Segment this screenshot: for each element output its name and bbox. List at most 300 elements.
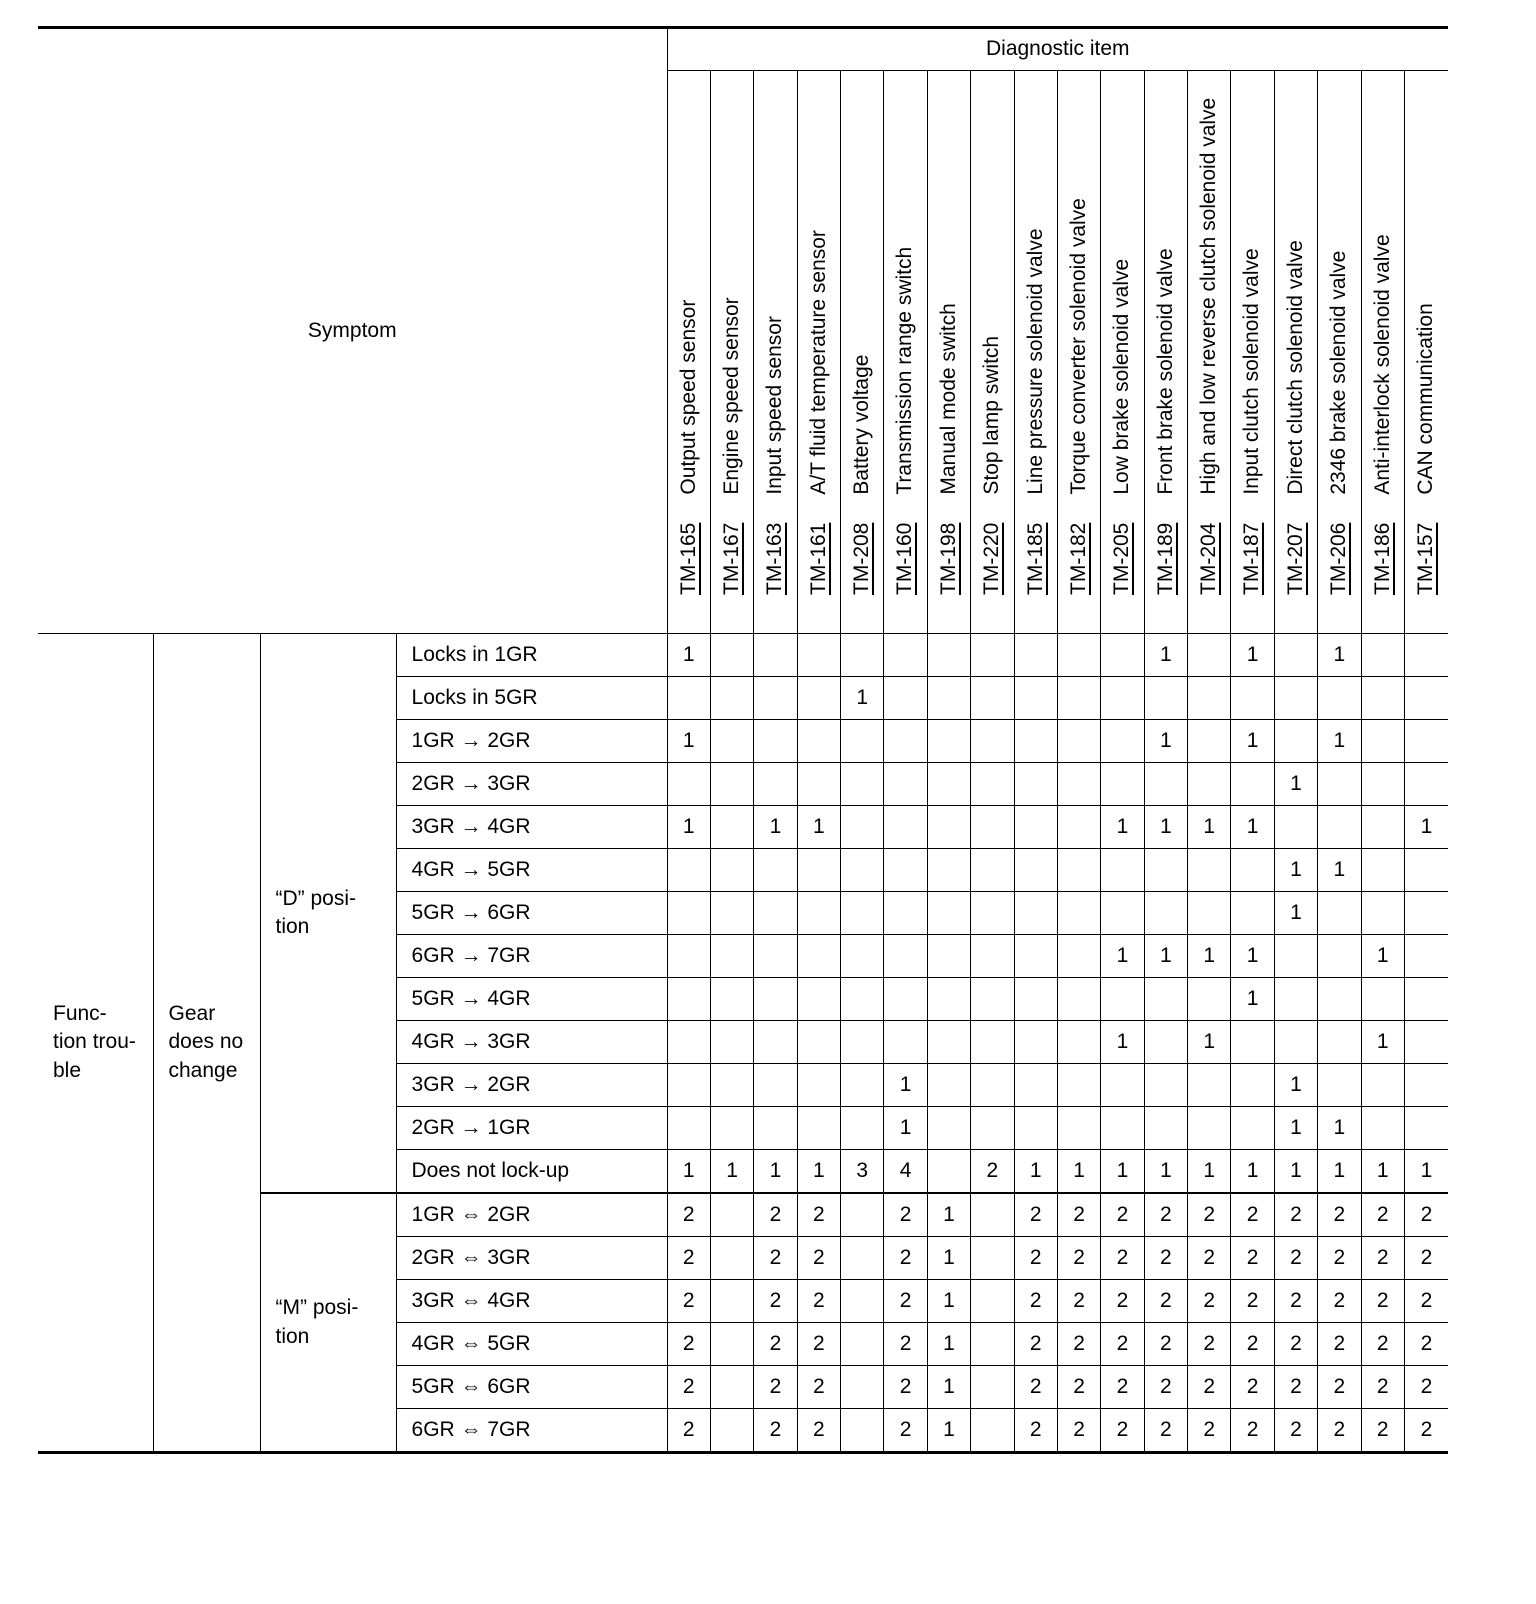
diag-cell: 1 <box>1101 806 1144 849</box>
column-header <box>667 71 710 634</box>
diag-cell <box>971 763 1014 806</box>
diag-cell: 2 <box>1188 1193 1231 1237</box>
diag-cell <box>927 1150 970 1194</box>
diag-cell: 2 <box>1231 1409 1274 1453</box>
diag-cell <box>1144 892 1187 935</box>
diag-cell: 2 <box>667 1237 710 1280</box>
diag-cell: 2 <box>884 1237 927 1280</box>
diag-cell <box>1101 634 1144 677</box>
diag-cell <box>971 1280 1014 1323</box>
diag-cell <box>1361 892 1404 935</box>
diag-cell <box>927 763 970 806</box>
column-header <box>754 71 797 634</box>
diag-cell <box>884 677 927 720</box>
diag-cell: 1 <box>1274 763 1317 806</box>
diag-cell: 2 <box>1404 1409 1448 1453</box>
diag-cell <box>797 935 840 978</box>
diag-cell: 2 <box>1404 1280 1448 1323</box>
diag-cell: 2 <box>1014 1280 1057 1323</box>
diag-cell <box>1057 634 1100 677</box>
diag-cell: 1 <box>1231 806 1274 849</box>
diag-cell <box>710 1366 753 1409</box>
diag-cell: 2 <box>667 1280 710 1323</box>
diag-cell <box>841 1323 884 1366</box>
diag-cell <box>1014 935 1057 978</box>
symptom-item: 1GR ⇔ 2GR <box>396 1193 667 1237</box>
diag-cell <box>1057 978 1100 1021</box>
diag-cell <box>710 1107 753 1150</box>
diag-cell: 2 <box>884 1409 927 1453</box>
column-ref-link[interactable]: TM-167 <box>719 522 743 595</box>
diag-cell: 1 <box>1404 806 1448 849</box>
diag-cell: 1 <box>1101 935 1144 978</box>
diag-cell: 1 <box>1101 1150 1144 1194</box>
diag-cell: 2 <box>1404 1237 1448 1280</box>
diag-cell <box>710 1193 753 1237</box>
diag-cell <box>1014 1107 1057 1150</box>
diag-cell: 2 <box>1231 1237 1274 1280</box>
diag-cell <box>1014 806 1057 849</box>
diag-cell: 2 <box>1101 1193 1144 1237</box>
diag-cell <box>1404 978 1448 1021</box>
table-row <box>38 634 1448 677</box>
diag-cell: 2 <box>1188 1323 1231 1366</box>
diag-cell: 2 <box>884 1366 927 1409</box>
diag-cell: 2 <box>1188 1366 1231 1409</box>
diag-cell <box>1101 677 1144 720</box>
diag-cell <box>1274 634 1317 677</box>
column-header <box>971 71 1014 634</box>
diag-cell <box>1057 1021 1100 1064</box>
diag-cell: 2 <box>1318 1237 1361 1280</box>
diagnostic-table <box>38 26 1448 1454</box>
diag-cell <box>841 1237 884 1280</box>
diag-cell: 1 <box>754 1150 797 1194</box>
diag-cell: 2 <box>884 1280 927 1323</box>
diag-cell <box>1318 677 1361 720</box>
diag-cell: 4 <box>884 1150 927 1194</box>
diag-cell: 2 <box>754 1237 797 1280</box>
column-label: Transmission range switch <box>893 246 917 495</box>
diag-cell: 2 <box>1057 1237 1100 1280</box>
diag-cell: 1 <box>667 1150 710 1194</box>
diag-cell <box>1318 1064 1361 1107</box>
diag-cell <box>710 720 753 763</box>
diag-cell <box>1188 677 1231 720</box>
diag-cell: 1 <box>1144 1150 1187 1194</box>
diag-cell <box>1014 978 1057 1021</box>
diag-cell <box>1404 1021 1448 1064</box>
diag-cell: 2 <box>1101 1366 1144 1409</box>
diag-cell: 2 <box>797 1409 840 1453</box>
diag-cell <box>1144 1021 1187 1064</box>
diag-cell <box>884 935 927 978</box>
diag-cell: 1 <box>1318 634 1361 677</box>
column-ref-link[interactable]: TM-187 <box>1240 522 1264 595</box>
diag-cell <box>1014 634 1057 677</box>
diag-cell: 2 <box>797 1280 840 1323</box>
diag-cell: 1 <box>710 1150 753 1194</box>
column-label: Engine speed sensor <box>719 297 743 495</box>
symptom-item: Does not lock-up <box>396 1150 667 1194</box>
symptom-category: Func- tion trou- ble <box>53 1001 136 1082</box>
diag-cell <box>1057 720 1100 763</box>
column-label: High and low reverse clutch solenoid valve <box>1197 97 1221 495</box>
diag-cell: 2 <box>1144 1237 1187 1280</box>
diag-cell: 2 <box>1274 1280 1317 1323</box>
column-ref-link[interactable]: TM-185 <box>1023 522 1047 595</box>
diag-cell: 2 <box>1101 1280 1144 1323</box>
diag-cell <box>797 720 840 763</box>
diag-cell: 2 <box>1101 1237 1144 1280</box>
diag-cell: 2 <box>1101 1409 1144 1453</box>
diag-cell <box>1318 978 1361 1021</box>
column-ref-link[interactable]: TM-198 <box>936 522 960 595</box>
diag-cell <box>754 849 797 892</box>
diag-cell <box>1231 763 1274 806</box>
diag-cell: 2 <box>667 1409 710 1453</box>
column-ref-link[interactable]: TM-208 <box>850 522 874 595</box>
diag-cell <box>1188 720 1231 763</box>
column-label: Input clutch solenoid valve <box>1240 248 1264 495</box>
diag-cell <box>710 677 753 720</box>
diag-cell <box>1188 763 1231 806</box>
diag-cell <box>971 978 1014 1021</box>
diag-cell <box>927 849 970 892</box>
column-ref-link[interactable]: TM-182 <box>1066 522 1090 595</box>
diag-cell: 1 <box>1318 849 1361 892</box>
diag-cell: 2 <box>754 1280 797 1323</box>
diag-cell <box>1361 677 1404 720</box>
symptom-item: 4GR → 3GR <box>396 1021 667 1064</box>
diag-cell <box>1057 677 1100 720</box>
diag-cell <box>1361 978 1404 1021</box>
diag-cell <box>884 892 927 935</box>
column-label: Anti-interlock solenoid valve <box>1370 234 1394 495</box>
diag-cell <box>797 978 840 1021</box>
symptom-item: 1GR → 2GR <box>396 720 667 763</box>
diag-cell <box>797 763 840 806</box>
diag-cell <box>884 763 927 806</box>
diag-cell: 2 <box>1231 1280 1274 1323</box>
diag-cell <box>710 1237 753 1280</box>
diag-cell <box>1057 763 1100 806</box>
column-header <box>1144 71 1187 634</box>
diag-cell <box>1101 892 1144 935</box>
diag-cell <box>841 978 884 1021</box>
diag-cell <box>1144 1064 1187 1107</box>
diag-cell <box>1231 1064 1274 1107</box>
column-label: CAN communication <box>1413 303 1437 495</box>
diag-cell: 2 <box>1318 1323 1361 1366</box>
diag-cell: 2 <box>797 1366 840 1409</box>
diag-cell: 1 <box>1274 892 1317 935</box>
diag-cell: 2 <box>1404 1366 1448 1409</box>
diag-cell <box>1318 892 1361 935</box>
diag-cell <box>927 720 970 763</box>
diag-cell <box>841 806 884 849</box>
diag-cell <box>1188 849 1231 892</box>
diag-cell: 2 <box>1188 1280 1231 1323</box>
diag-cell <box>1404 1107 1448 1150</box>
diag-cell <box>971 634 1014 677</box>
diag-cell <box>710 1021 753 1064</box>
diag-cell <box>1014 1064 1057 1107</box>
diag-cell: 1 <box>1231 935 1274 978</box>
diag-cell: 2 <box>667 1323 710 1366</box>
diag-cell: 1 <box>1274 1064 1317 1107</box>
column-ref-link[interactable]: TM-160 <box>893 522 917 595</box>
diag-cell <box>1404 763 1448 806</box>
diag-cell <box>927 677 970 720</box>
diag-cell: 1 <box>667 806 710 849</box>
diag-cell: 1 <box>1231 634 1274 677</box>
column-header <box>1318 71 1361 634</box>
symptom-item: Locks in 5GR <box>396 677 667 720</box>
diag-cell <box>841 1021 884 1064</box>
diag-cell <box>841 935 884 978</box>
diag-cell: 2 <box>1188 1237 1231 1280</box>
diag-cell <box>710 935 753 978</box>
diag-cell: 2 <box>1361 1237 1404 1280</box>
column-ref-link[interactable]: TM-186 <box>1370 522 1394 595</box>
diag-cell <box>1274 720 1317 763</box>
diag-cell: 2 <box>884 1193 927 1237</box>
diag-cell <box>667 1021 710 1064</box>
diag-cell: 2 <box>667 1193 710 1237</box>
diag-cell <box>754 1064 797 1107</box>
diag-cell <box>710 892 753 935</box>
diag-cell: 2 <box>1057 1366 1100 1409</box>
diag-cell: 2 <box>971 1150 1014 1194</box>
column-ref-link[interactable]: TM-204 <box>1197 522 1221 595</box>
diag-cell <box>1231 677 1274 720</box>
column-ref-link[interactable]: TM-205 <box>1110 522 1134 595</box>
diag-cell <box>1404 677 1448 720</box>
diag-cell: 2 <box>1188 1409 1231 1453</box>
column-ref-link[interactable]: TM-206 <box>1327 522 1351 595</box>
column-ref-link[interactable]: TM-161 <box>806 522 830 595</box>
diag-cell: 2 <box>1231 1193 1274 1237</box>
diag-cell <box>841 892 884 935</box>
diag-cell: 2 <box>1014 1193 1057 1237</box>
diag-cell <box>1188 1107 1231 1150</box>
diag-cell: 2 <box>1274 1409 1317 1453</box>
diag-cell <box>841 1107 884 1150</box>
diag-cell: 2 <box>1404 1193 1448 1237</box>
diag-cell <box>927 806 970 849</box>
diag-cell <box>1318 935 1361 978</box>
diag-cell <box>1404 634 1448 677</box>
diag-cell: 2 <box>1361 1193 1404 1237</box>
symptom-item: 3GR → 4GR <box>396 806 667 849</box>
d-position-label: “D” posi- tion <box>275 886 357 938</box>
diag-cell: 2 <box>1361 1323 1404 1366</box>
diag-cell <box>884 634 927 677</box>
symptom-subcategory: Gear does no change <box>168 1001 244 1082</box>
column-ref-link[interactable]: TM-157 <box>1413 522 1437 595</box>
diag-cell <box>884 720 927 763</box>
column-label: Low brake solenoid valve <box>1110 258 1134 495</box>
symptom-item: Locks in 1GR <box>396 634 667 677</box>
diag-cell: 1 <box>927 1323 970 1366</box>
diag-cell <box>1014 677 1057 720</box>
diag-cell <box>710 806 753 849</box>
column-label: Input speed sensor <box>763 316 787 495</box>
column-header <box>884 71 927 634</box>
symptom-item: 5GR → 4GR <box>396 978 667 1021</box>
symptom-item: 6GR → 7GR <box>396 935 667 978</box>
diag-cell <box>1361 806 1404 849</box>
diag-cell: 2 <box>754 1366 797 1409</box>
diag-cell <box>1361 763 1404 806</box>
column-header <box>1101 71 1144 634</box>
column-label: Output speed sensor <box>676 299 700 495</box>
diag-cell <box>884 806 927 849</box>
diag-cell <box>1404 720 1448 763</box>
diag-cell: 1 <box>1231 978 1274 1021</box>
symptom-header: Symptom <box>38 28 667 634</box>
diag-cell <box>710 1409 753 1453</box>
diag-cell <box>667 935 710 978</box>
diag-cell <box>1188 1064 1231 1107</box>
diag-cell <box>667 892 710 935</box>
diag-cell: 2 <box>1274 1323 1317 1366</box>
diag-cell: 1 <box>1144 935 1187 978</box>
diag-cell: 2 <box>1057 1193 1100 1237</box>
column-label: Direct clutch solenoid valve <box>1283 240 1307 495</box>
column-ref-link[interactable]: TM-189 <box>1153 522 1177 595</box>
diag-cell: 2 <box>1057 1323 1100 1366</box>
diag-cell: 2 <box>1144 1280 1187 1323</box>
diag-cell <box>884 849 927 892</box>
symptom-item: 2GR ⇔ 3GR <box>396 1237 667 1280</box>
column-ref-link[interactable]: TM-220 <box>980 522 1004 595</box>
column-label: Line pressure solenoid valve <box>1023 228 1047 495</box>
diag-cell: 2 <box>1274 1366 1317 1409</box>
diag-cell: 1 <box>1274 1150 1317 1194</box>
symptom-item: 3GR → 2GR <box>396 1064 667 1107</box>
symptom-item: 4GR ⇔ 5GR <box>396 1323 667 1366</box>
diag-cell <box>841 849 884 892</box>
diag-cell <box>1057 1107 1100 1150</box>
diag-cell <box>1231 1107 1274 1150</box>
symptom-item: 6GR ⇔ 7GR <box>396 1409 667 1453</box>
symptom-item: 3GR ⇔ 4GR <box>396 1280 667 1323</box>
column-label: 2346 brake solenoid valve <box>1327 250 1351 495</box>
diag-cell <box>754 1107 797 1150</box>
diag-cell: 2 <box>1057 1280 1100 1323</box>
column-header <box>841 71 884 634</box>
diag-cell: 1 <box>1188 1150 1231 1194</box>
diag-cell <box>927 1064 970 1107</box>
diag-cell <box>710 763 753 806</box>
diag-cell <box>1318 1021 1361 1064</box>
diag-cell <box>667 1064 710 1107</box>
diag-cell: 1 <box>797 806 840 849</box>
column-ref-link[interactable]: TM-163 <box>763 522 787 595</box>
diag-cell: 1 <box>927 1409 970 1453</box>
diag-cell <box>754 892 797 935</box>
diag-cell <box>667 1107 710 1150</box>
diag-cell <box>710 634 753 677</box>
column-ref-link[interactable]: TM-165 <box>676 522 700 595</box>
diag-cell <box>1404 935 1448 978</box>
diag-cell <box>1274 978 1317 1021</box>
diag-cell: 1 <box>1231 1150 1274 1194</box>
diag-cell: 1 <box>927 1366 970 1409</box>
diag-cell <box>1231 892 1274 935</box>
diag-cell <box>841 1064 884 1107</box>
diag-cell: 2 <box>1014 1366 1057 1409</box>
diag-cell: 1 <box>927 1193 970 1237</box>
diag-cell <box>927 634 970 677</box>
diag-cell: 1 <box>1188 806 1231 849</box>
diag-cell: 2 <box>1144 1193 1187 1237</box>
diag-cell: 2 <box>1014 1409 1057 1453</box>
diag-cell <box>841 720 884 763</box>
diag-cell <box>1144 763 1187 806</box>
diag-cell <box>971 1366 1014 1409</box>
column-header <box>1361 71 1404 634</box>
diag-cell <box>754 720 797 763</box>
diag-cell <box>927 935 970 978</box>
diag-cell: 1 <box>667 720 710 763</box>
diag-cell <box>1274 806 1317 849</box>
diag-cell <box>1231 1021 1274 1064</box>
diag-cell <box>754 935 797 978</box>
diag-cell <box>1014 1021 1057 1064</box>
diag-cell: 2 <box>884 1323 927 1366</box>
column-header <box>927 71 970 634</box>
diag-cell: 2 <box>754 1409 797 1453</box>
column-ref-link[interactable]: TM-207 <box>1283 522 1307 595</box>
diag-cell: 1 <box>1318 720 1361 763</box>
diag-cell <box>971 1409 1014 1453</box>
diag-cell <box>1144 849 1187 892</box>
diag-cell <box>971 806 1014 849</box>
diag-cell: 2 <box>1361 1366 1404 1409</box>
diag-cell <box>754 677 797 720</box>
diag-cell <box>1274 677 1317 720</box>
diag-cell: 2 <box>797 1323 840 1366</box>
diag-cell <box>971 1323 1014 1366</box>
diag-cell <box>1274 935 1317 978</box>
diag-cell: 2 <box>1404 1323 1448 1366</box>
symptom-item: 2GR → 3GR <box>396 763 667 806</box>
diag-cell <box>1144 978 1187 1021</box>
diag-cell: 1 <box>1057 1150 1100 1194</box>
diag-cell: 1 <box>1014 1150 1057 1194</box>
column-header <box>1014 71 1057 634</box>
diag-cell <box>1057 935 1100 978</box>
column-label: Front brake solenoid valve <box>1153 248 1177 495</box>
diag-cell <box>884 978 927 1021</box>
diag-cell: 2 <box>1144 1366 1187 1409</box>
diag-cell: 1 <box>927 1280 970 1323</box>
diag-cell: 1 <box>927 1237 970 1280</box>
diag-cell <box>1014 892 1057 935</box>
diag-cell <box>1144 1107 1187 1150</box>
diag-cell <box>1188 892 1231 935</box>
symptom-item: 2GR → 1GR <box>396 1107 667 1150</box>
diag-cell <box>971 1237 1014 1280</box>
diag-cell: 2 <box>1231 1366 1274 1409</box>
diag-cell: 3 <box>841 1150 884 1194</box>
column-header <box>1231 71 1274 634</box>
m-position-label: “M” posi- tion <box>275 1296 359 1348</box>
diag-cell <box>1404 1064 1448 1107</box>
